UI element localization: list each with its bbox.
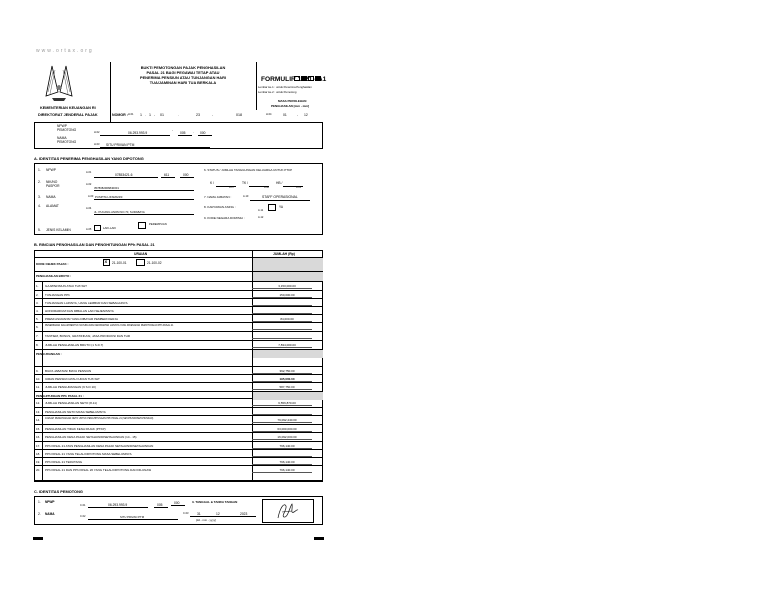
table-row-label: PPh PASAL 21 DAN PPh PASAL 26 YANG TELAH DIPOTONG DAN DILUNASI	[45, 467, 152, 472]
a-item-1-no: 1.	[38, 168, 41, 172]
section-b-bottom-line	[34, 481, 323, 482]
c-date-month: 12	[216, 512, 220, 516]
nomor-sep-1: .	[145, 113, 146, 117]
copy-1-note: Lembar ke-1 : untuk Penerima Penghasilan	[258, 85, 312, 89]
title-line-1: BUKTI PEMOTONGAN PAJAK PENGHASILAN	[140, 65, 226, 70]
a-wna-label: 8. KARYAWAN ASING :	[204, 205, 236, 209]
table-row-label: JUMLAH PENGHASILAN NETO UNTUK PENGHITUNGAN PPh PASAL 21 (SETAHUN/DISETAHUNKAN)	[45, 417, 154, 420]
table-row-no: 2.	[36, 292, 39, 297]
a-jabatan-label: 7. NAMA JABATAN :	[204, 195, 232, 199]
section-b-subhead: PENGHITUNGAN PPh PASAL 21 :	[36, 393, 84, 398]
table-row-label: GAJI/PENSIUN ATAU THT/JHT	[45, 283, 88, 288]
table-row-value: 3,150,000.00	[278, 283, 296, 288]
table-row-value: 796,140.00	[279, 467, 295, 472]
table-row-no: 16.	[36, 434, 41, 439]
c-date-format: [dd - mm - yyyy]	[196, 518, 216, 522]
a-negara-label: 9. KODE NEGARA DOMISILI :	[204, 216, 245, 220]
table-row	[34, 290, 323, 291]
table-row-label: PENGHASILAN TIDAK KENA PAJAK (PTKP)	[45, 426, 106, 431]
table-row-value: 84,000.00	[280, 316, 294, 321]
signature-image	[272, 500, 302, 522]
c-npwp-code: C.01	[80, 504, 86, 507]
ministry-name: KEMENTERIAN KEUANGAN RI	[40, 106, 96, 110]
table-row-label: PENERIMAAN DALAM BENTUK NATURA DAN KENIKMATAN LAINNYA YANG DIKENAKAN PEMOTONGAN PPh PASAL 21	[45, 324, 174, 327]
a-nik-value: 3578082906840001	[94, 186, 119, 190]
a-npwp-v2-underline	[161, 177, 175, 178]
table-row	[34, 374, 323, 375]
a-npwp-v2: 611	[164, 173, 170, 177]
a-wna-value: YA	[279, 205, 284, 209]
table-row-no: 7.	[36, 333, 39, 338]
c-nama-no: 2.	[38, 512, 41, 516]
table-row-label: HONORARIUM DAN IMBALAN LAIN SEJENISNYA	[45, 308, 114, 313]
a-item-1-label: NPWP	[46, 168, 56, 172]
pemotong-npwp-c-underline	[198, 135, 212, 136]
nomor-sep-3: .	[178, 113, 179, 117]
a-item-4-label: ALAMAT	[46, 204, 59, 208]
title-line-4: TUA/JAMINAN HARI TUA BERKALA	[149, 80, 217, 85]
section-b-subhead-shade	[253, 350, 323, 358]
table-row	[34, 465, 323, 466]
a-item-5-code: A.05	[86, 228, 92, 231]
c-date-underline	[190, 516, 256, 517]
period-to: 12	[304, 113, 308, 117]
c-npwp-no: 1.	[38, 500, 41, 504]
a-item-2-code: A.02	[86, 183, 92, 186]
c-npwp-value: 06.293.993.9	[108, 503, 128, 507]
nomor-part-4: 23	[196, 113, 200, 117]
c-npwp-underline	[88, 507, 148, 508]
gender-female-checkbox[interactable]	[138, 222, 146, 229]
table-row-label: JUMLAH PENGHASILAN NETO (8-11)	[45, 400, 97, 405]
c-nama-underline	[88, 519, 178, 520]
table-row-no: 20.	[36, 467, 41, 472]
c-nama-label: NAMA	[45, 512, 55, 516]
table-row	[34, 340, 323, 341]
pemotong-box	[34, 122, 323, 149]
a-nik-underline	[94, 190, 194, 191]
table-row-no: 4.	[36, 308, 39, 313]
table-row	[34, 331, 323, 332]
table-row-value: 150,000.00	[279, 292, 295, 297]
table-row	[34, 314, 323, 315]
header-divider-right	[256, 62, 257, 110]
directorate-name: DIREKTORAT JENDERAL PAJAK	[38, 113, 98, 117]
a-nama-underline	[94, 199, 194, 200]
a-status-k: K /	[210, 181, 215, 185]
section-b-title: B. RINCIAN PENGHASILAN DAN PENGHITUNGAN PPh PASAL 21	[34, 242, 155, 247]
registration-mark-left	[33, 537, 43, 540]
table-row	[34, 306, 323, 307]
table-row	[34, 424, 323, 425]
table-row-value: 796,140.00	[279, 459, 295, 464]
nomor-code: H.01	[128, 113, 134, 116]
a-item-5-label: JENIS KELAMIN	[46, 228, 71, 232]
period-code: H.04	[266, 113, 272, 116]
table-row	[34, 322, 323, 323]
table-row-value: 7,834,000.00	[278, 342, 296, 347]
table-row-no: 17.	[36, 443, 41, 448]
table-row-no: 6.	[36, 324, 39, 329]
col-jumlah-header: JUMLAH (Rp)	[273, 252, 295, 256]
pemotong-npwp-b: 005	[180, 131, 186, 135]
jumlah-header-shade	[253, 257, 323, 271]
period-label-2: PENGHASILAN [mm - mm]	[271, 104, 310, 108]
nomor-sep-2: -	[154, 113, 156, 117]
a-negara-code: A.12	[258, 216, 264, 219]
table-row-label: TUNJANGAN LAINNYA, UANG LEMBUR DAN SEBAGAINYA	[45, 300, 128, 305]
c-nama-value: SITU PRIVAN PTM	[120, 515, 145, 519]
table-row-label: IURAN PENSIUN ATAU IURAN THT/JHT	[45, 376, 100, 381]
table-row-label: TANTIEM, BONUS, GRATIFIKASI, JASA PRODUKSI DAN THR	[45, 333, 131, 338]
nomor-sep-4: -	[212, 113, 214, 117]
kode-objek-label: KODE OBJEK PAJAK :	[36, 262, 69, 266]
pemotong-nama-code: H.03	[94, 143, 100, 146]
pemotong-npwp-c: 000	[200, 131, 206, 135]
a-jabatan-code: A.10	[243, 195, 249, 198]
a-item-2-label: NIK/NO PASPOR	[46, 180, 60, 188]
a-npwp-underline	[94, 177, 158, 178]
table-row-label: PPh PASAL 21 TERUTANG	[45, 459, 83, 464]
table-row-value: 195,000.00	[279, 376, 295, 381]
table-row-value: 16,092,000.00	[277, 434, 297, 439]
a-status-hb: HB /	[276, 181, 283, 185]
a-status-code-tk: A.08	[264, 186, 269, 189]
a-status-label: 6. STATUS / JUMLAH TANGGUNGAN KELUARGA UNTUK PTKP	[204, 168, 293, 172]
a-item-4-no: 4.	[38, 204, 41, 208]
table-row	[34, 415, 323, 416]
title-line-3: PENERIMA PENSIUN ATAU TUNJANGAN HARI	[139, 75, 227, 80]
table-row-no: 3.	[36, 300, 39, 305]
a-item-5-no: 5.	[38, 228, 41, 232]
table-row-value: 6,556,870.00	[278, 400, 296, 405]
table-row	[34, 432, 323, 433]
a-npwp-v3-underline	[180, 177, 194, 178]
table-row-no: 12.	[36, 400, 41, 405]
section-c-title: C. IDENTITAS PEMOTONG	[34, 489, 83, 494]
c-date-year: 2023	[240, 512, 248, 516]
table-row-label: PPh PASAL 21 ATAS PENGHASILAN KENA PAJAK SETAHUN/DISETAHUNKAN	[45, 443, 154, 448]
table-row-label: TUNJANGAN PPh	[45, 292, 70, 297]
header-divider-left	[110, 62, 111, 122]
gender-male-label: LAKI-LAKI	[103, 226, 117, 230]
a-item-4-code: A.04	[86, 207, 92, 210]
c-npwp-c-underline	[171, 505, 185, 506]
table-row	[34, 457, 323, 458]
pemotong-npwp-underline	[100, 135, 170, 136]
a-item-3-no: 3.	[38, 195, 41, 199]
kode-objek-checkbox-2[interactable]	[136, 259, 145, 266]
table-row-value: 587,750.00	[279, 384, 295, 389]
c-npwp-b: 005	[157, 503, 163, 507]
kode-objek-checkbox-1-mark: X	[104, 259, 108, 264]
c-nama-code: C.02	[80, 515, 86, 518]
a-status-tk: TK /	[242, 181, 249, 185]
table-row-label: JUMLAH PENGHASILAN BRUTO (1 S.D.7)	[45, 342, 104, 347]
copy-2-note: Lembar ke-2 : untuk Pemotong	[258, 90, 297, 94]
gender-male-checkbox[interactable]	[94, 225, 101, 231]
a-item-3-label: NAMA	[46, 195, 56, 199]
pemotong-label-2: PEMOTONG	[57, 140, 77, 144]
c-npwp-b-underline	[154, 507, 168, 508]
pemotong-nama-value: SITU PRIVAN PTM	[106, 143, 135, 147]
gender-female-label: PEREMPUAN	[149, 222, 167, 226]
table-row-no: 8.	[36, 342, 39, 347]
c-date-day: 31	[197, 512, 201, 516]
a-item-1-code: A.01	[86, 171, 92, 174]
pemotong-npwp-dot: .	[193, 130, 194, 134]
table-row-label: PREMI ASURANSI YANG DIBAYAR PEMBERI KERJA	[45, 316, 118, 321]
c-npwp-c: 000	[174, 501, 180, 505]
c-ttd-label: 3. TANGGAL & TANDA TANGAN	[192, 500, 238, 504]
pemotong-nama-underline	[100, 147, 210, 148]
a-item-3-code: A.03	[88, 195, 94, 198]
pemotong-npwp-code: H.02	[94, 131, 100, 134]
a-wna-checkbox[interactable]	[268, 204, 276, 211]
table-row-value: 79,092,440.00	[277, 417, 297, 422]
table-row-label: PPh PASAL 21 YANG TELAH DIPOTONG MASA SEBELUMNYA	[45, 451, 132, 456]
table-row-label: JUMLAH PENGURANGAN (9 S.D 10)	[45, 384, 96, 389]
table-row-no: 14.	[36, 417, 41, 422]
kode-objek-1: 21-100-01	[112, 261, 127, 265]
a-alamat-underline	[94, 214, 194, 215]
pemotong-npwp-value: 06.293.993.9	[128, 131, 148, 135]
table-row-no: 18.	[36, 451, 41, 456]
table-row-value: 63,000,000.00	[277, 426, 297, 431]
table-row-no: 9.	[36, 368, 39, 373]
title-line-2: PASAL 21 BAGI PEGAWAI TETAP ATAU	[146, 70, 220, 75]
table-row-no: 5.	[36, 316, 39, 321]
pemotong-npwp-dash: -	[172, 128, 174, 132]
table-row-label: PENGHASILAN NETO MASA SEBELUMNYA	[45, 409, 106, 414]
table-row-no: 19.	[36, 459, 41, 464]
a-jabatan-underline	[250, 200, 310, 201]
pemotong-label: PEMOTONG	[57, 128, 77, 132]
section-a-title: A. IDENTITAS PENERIMA PENGHASILAN YANG DIPOTONG	[34, 156, 144, 161]
table-row	[34, 407, 323, 408]
table-row	[34, 441, 323, 442]
table-row-no: 10.	[36, 376, 41, 381]
a-alamat-value: JL. PUCANG ANOM NO.70, SURABAYA	[94, 210, 145, 214]
table-row-label: BIAYA JABATAN/ BIAYA PENSIUN	[45, 368, 92, 373]
pemotong-nama-label: NAMA	[57, 136, 67, 140]
a-nama-value: PUSPITA LIKSMANNI	[95, 195, 123, 199]
section-b-subhead-shade	[253, 392, 323, 400]
nomor-part-1: 1	[140, 113, 142, 117]
table-row	[34, 366, 323, 367]
section-b-no-divider	[42, 281, 43, 481]
a-npwp-v3: 000	[183, 173, 189, 177]
period-from: 01	[283, 113, 287, 117]
table-row-no: 11.	[36, 384, 40, 389]
section-b-header-bottom	[34, 257, 323, 258]
form-title	[112, 65, 254, 85]
table-row	[34, 449, 323, 450]
table-row	[34, 382, 323, 383]
c-npwp-label: NPWP	[45, 500, 55, 504]
a-item-2-no: 2.	[38, 180, 41, 184]
table-row	[34, 298, 323, 299]
table-row-label: PENGHASILAN KENA PAJAK SETAHUN/DISETAHUNKAN (14 - 15)	[45, 434, 137, 439]
section-b-subhead: PENGURANGAN :	[36, 351, 62, 356]
kode-objek-2: 21-100-02	[147, 261, 162, 265]
nomor-part-3: 01	[160, 113, 164, 117]
watermark-text: www.ortax.org	[36, 48, 94, 54]
form-name: FORMULIR 1721 - A1	[261, 76, 327, 83]
nomor-label: NOMOR :	[112, 113, 128, 117]
table-row-no: 13.	[36, 409, 41, 414]
col-uraian-header: URAIAN	[134, 252, 148, 256]
pemotong-npwp-b-underline	[178, 135, 192, 136]
table-row-value: 796,140.00	[279, 443, 295, 448]
bruto-head-shade	[253, 272, 323, 282]
period-label-1: MASA PEROLEHAN	[278, 99, 307, 103]
registration-mark-right	[314, 537, 324, 540]
table-row-no: 1.	[36, 283, 39, 288]
nomor-part-5: 018	[236, 113, 242, 117]
a-wna-code: A.11	[258, 209, 264, 212]
a-npwp-value: 07853421.6	[115, 173, 133, 177]
table-row-value: 392,750.00	[279, 368, 295, 373]
period-dash: -	[297, 113, 299, 117]
c-date-code: C.03	[183, 512, 189, 515]
table-row	[34, 281, 323, 282]
nomor-part-2: 1	[149, 113, 151, 117]
table-row-no: 15.	[36, 426, 41, 431]
a-status-code-k: A.07	[229, 186, 234, 189]
bruto-head: PENGHASILAN BRUTO :	[36, 274, 72, 278]
a-status-code-hb: A.09	[296, 186, 301, 189]
a-jabatan-value: STAFF OPERASIONAL	[262, 195, 298, 199]
pemotong-npwp-label: NPWP	[57, 124, 67, 128]
ministry-logo	[42, 62, 76, 102]
